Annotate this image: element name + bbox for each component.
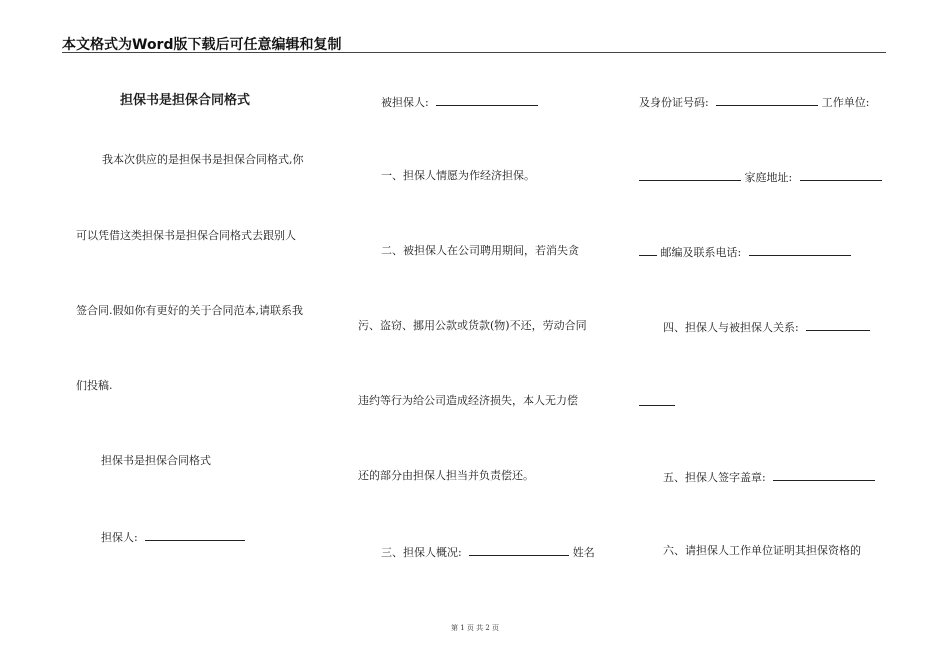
- intro-line-1: 我本次供应的是担保书是担保合同格式,你: [102, 153, 304, 166]
- work-blank: [639, 169, 741, 181]
- clause-4-field: [663, 319, 870, 335]
- address-blank: [800, 169, 882, 181]
- clause-1: 一、担保人情愿为作经济担保。: [381, 169, 535, 182]
- guarantor-label: 担保人:: [101, 531, 138, 544]
- guaranteed-field: [381, 94, 538, 110]
- page-number: 第 1 页 共 2 页: [450, 624, 500, 632]
- guarantor-field: [101, 529, 245, 545]
- address-blank-continued: [639, 244, 657, 256]
- intro-line-4: 们投稿.: [76, 379, 113, 392]
- work-label: 工作单位:: [821, 96, 870, 109]
- document-title: 担保书是担保合同格式: [120, 93, 251, 108]
- postal-blank: [749, 244, 851, 256]
- address-field: [639, 169, 882, 185]
- header-rule: [62, 52, 886, 53]
- clause-3-blank: [469, 544, 569, 556]
- intro-line-2: 可以凭借这类担保书是担保合同格式去跟别人: [76, 229, 296, 242]
- clause-3-field: [381, 544, 595, 560]
- subtitle: 担保书是担保合同格式: [101, 454, 211, 467]
- clause-3-label: 三、担保人概况:: [381, 546, 462, 559]
- clause-5-label: 五、担保人签字盖章:: [663, 471, 766, 484]
- postal-field: [639, 244, 851, 260]
- clause-2-line-2: 污、盗窃、挪用公款或货款(物)不还，劳动合同: [358, 319, 587, 332]
- clause-4-blank-continued: [639, 394, 675, 406]
- guaranteed-blank: [436, 94, 538, 106]
- postal-label: 邮编及联系电话:: [660, 246, 742, 259]
- id-field: [639, 94, 869, 110]
- clause-4-label: 四、担保人与被担保人关系:: [663, 321, 799, 334]
- id-blank: [716, 94, 818, 106]
- id-label: 及身份证号码:: [639, 96, 709, 109]
- guaranteed-label: 被担保人:: [381, 96, 429, 109]
- clause-3-suffix: 姓名: [572, 546, 595, 559]
- page-header: 本文格式为Word版下载后可任意编辑和复制: [62, 37, 342, 53]
- clause-2-line-1: 二、被担保人在公司聘用期间，若消失贪: [381, 244, 579, 257]
- guarantor-blank: [145, 529, 245, 541]
- clause-5-field: [663, 469, 875, 485]
- intro-line-3: 签合同.假如你有更好的关于合同范本,请联系我: [76, 304, 303, 317]
- clause-6: 六、请担保人工作单位证明其担保资格的: [663, 544, 861, 557]
- clause-4-blank: [806, 319, 870, 331]
- address-label: 家庭地址:: [744, 171, 793, 184]
- clause-2-line-3: 违约等行为给公司造成经济损失，本人无力偿: [358, 394, 578, 407]
- clause-2-line-4: 还的部分由担保人担当并负责偿还。: [358, 469, 534, 482]
- clause-4-continued: [639, 394, 675, 410]
- clause-5-blank: [773, 469, 875, 481]
